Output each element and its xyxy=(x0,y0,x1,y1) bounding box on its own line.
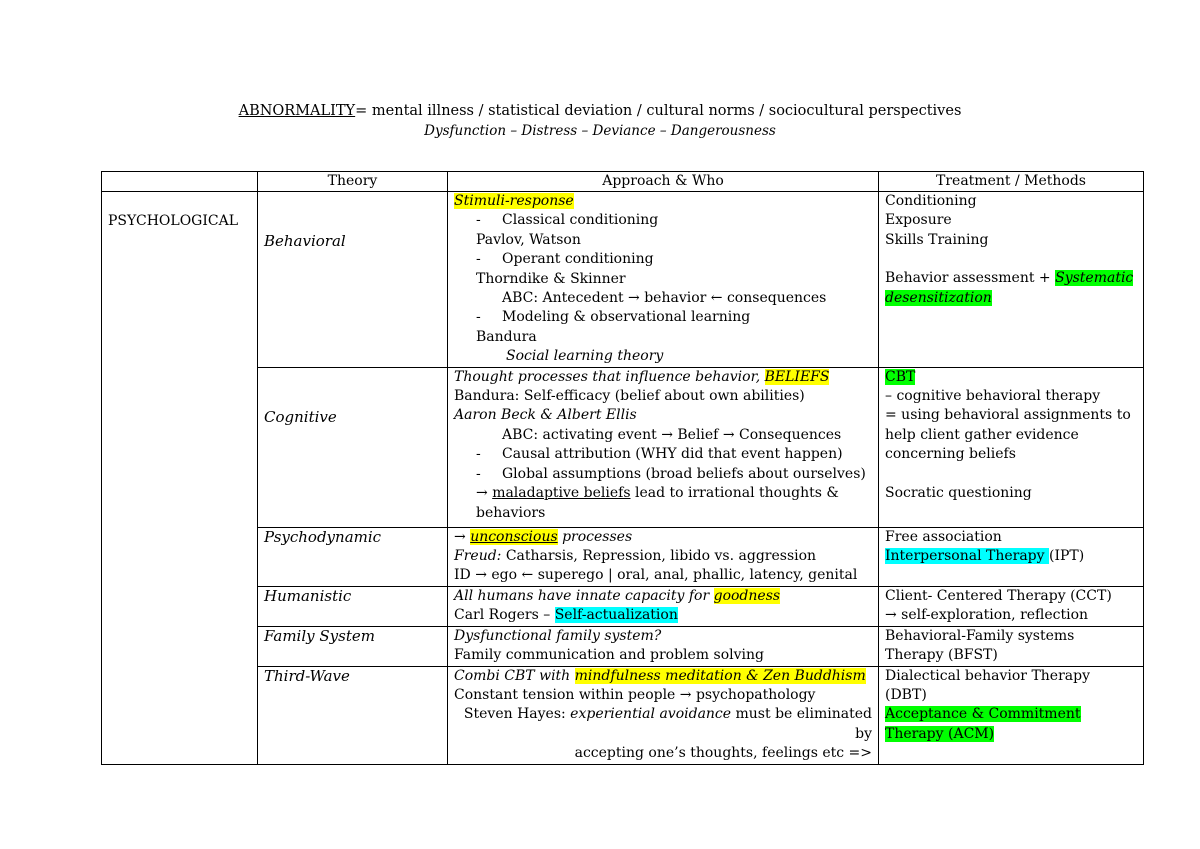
col-header-category xyxy=(102,172,258,192)
treatment-line: Client- Centered Therapy (CCT) xyxy=(885,587,1112,604)
approach-psychodynamic xyxy=(448,527,879,586)
theory-label: Humanistic xyxy=(264,586,352,605)
approach-family-system xyxy=(448,626,879,666)
row-cognitive xyxy=(102,367,1144,527)
treatment-family-system xyxy=(879,626,1144,666)
row-behavioral xyxy=(102,192,1144,368)
theory-label: Cognitive xyxy=(264,407,337,426)
row-family-system xyxy=(102,626,1144,666)
theory-cognitive xyxy=(258,367,448,527)
approach-line: Thought processes that influence behavior, BELIEFS xyxy=(454,368,830,385)
approach-line: accepting one’s thoughts, feelings etc => xyxy=(574,745,872,762)
approach-line: ID → ego ← superego | oral, anal, phallic, latency, genital xyxy=(454,567,858,584)
approach-line: Carl Rogers – Self-actualization xyxy=(454,607,678,624)
row-humanistic xyxy=(102,586,1144,626)
theory-behavioral xyxy=(258,192,448,368)
treatment-humanistic xyxy=(879,586,1144,626)
approach-line: Combi CBT with mindfulness meditation & Zen Buddhism xyxy=(454,667,866,684)
approach-behavioral xyxy=(448,192,879,368)
treatment-cognitive xyxy=(879,367,1144,527)
approach-line: → unconscious processes xyxy=(454,528,633,545)
approach-line: Stimuli-response xyxy=(454,193,574,209)
theory-psychodynamic xyxy=(258,527,448,586)
treatment-line: (DBT) xyxy=(885,686,927,703)
approach-line: ABC: activating event → Belief → Consequences xyxy=(502,426,842,443)
approach-line: - Causal attribution (WHY did that event happen) xyxy=(476,446,843,463)
col-header-treatment: Treatment / Methods xyxy=(879,172,1144,192)
approach-line: Bandura xyxy=(476,328,537,345)
approach-third-wave xyxy=(448,666,879,764)
header-row xyxy=(102,172,1144,192)
row-third-wave xyxy=(102,666,1144,764)
treatment-line: = using behavioral assignments to xyxy=(885,407,1131,424)
approach-line: Steven Hayes: experiential avoidance must be eliminated by xyxy=(463,706,872,742)
treatment-line: Exposure xyxy=(885,212,952,229)
document-subtitle: Dysfunction – Distress – Deviance – Dangerousness xyxy=(424,123,776,139)
approach-cognitive xyxy=(448,367,879,527)
approach-line: Bandura: Self-efficacy (belief about own abilities) xyxy=(454,388,805,405)
approach-line: Pavlov, Watson xyxy=(476,231,581,248)
approach-line: Social learning theory xyxy=(506,348,664,365)
treatment-line: CBT xyxy=(885,368,916,385)
title-rest: = mental illness / statistical deviation / cultural norms / sociocultural perspectives xyxy=(355,103,962,119)
approach-line: - Operant conditioning xyxy=(476,251,654,268)
approach-line: ABC: Antecedent → behavior ← consequences xyxy=(502,290,827,307)
approach-line: behaviors xyxy=(476,504,546,521)
category-label: PSYCHOLOGICAL xyxy=(108,213,239,229)
theory-label: Third-Wave xyxy=(264,666,350,685)
treatment-behavioral xyxy=(879,192,1144,368)
treatment-line: Skills Training xyxy=(885,231,989,248)
theory-label: Family System xyxy=(264,626,375,645)
treatment-line: Therapy (ACM) xyxy=(885,725,995,742)
treatment-line: Behavioral-Family systems xyxy=(885,627,1075,644)
treatment-psychodynamic xyxy=(879,527,1144,586)
theory-label: Psychodynamic xyxy=(264,527,382,546)
col-header-approach: Approach & Who xyxy=(448,172,879,192)
theory-family-system xyxy=(258,626,448,666)
treatment-line: concerning beliefs xyxy=(885,446,1016,463)
treatment-line: Dialectical behavior Therapy xyxy=(885,667,1090,684)
row-psychodynamic xyxy=(102,527,1144,586)
col-header-theory: Theory xyxy=(258,172,448,192)
treatment-line: Conditioning xyxy=(885,193,977,209)
theory-third-wave xyxy=(258,666,448,764)
approach-line: Constant tension within people → psychopathology xyxy=(454,686,816,703)
approach-line: - Global assumptions (broad beliefs about ourselves) xyxy=(476,465,866,482)
treatment-line: – cognitive behavioral therapy xyxy=(885,388,1101,405)
approach-line: - Classical conditioning xyxy=(476,212,659,229)
treatment-line: Behavior assessment + Systematic xyxy=(885,270,1134,287)
document-title xyxy=(0,103,1200,119)
approach-line: Family communication and problem solving xyxy=(454,647,764,664)
treatment-line: Free association xyxy=(885,528,1002,545)
treatment-line: → self-exploration, reflection xyxy=(885,607,1089,624)
treatment-line: Acceptance & Commitment xyxy=(885,706,1081,723)
approach-line: - Modeling & observational learning xyxy=(476,309,751,326)
treatment-line: Socratic questioning xyxy=(885,484,1032,501)
treatment-line: Therapy (BFST) xyxy=(885,647,998,664)
treatment-line: desensitization xyxy=(885,289,992,306)
approach-line: Thorndike & Skinner xyxy=(476,270,626,287)
treatment-line: Interpersonal Therapy (IPT) xyxy=(885,548,1085,565)
approach-line: Freud: Catharsis, Repression, libido vs. aggression xyxy=(454,548,817,565)
theory-humanistic xyxy=(258,586,448,626)
approach-humanistic xyxy=(448,586,879,626)
category-cell xyxy=(102,192,258,765)
abnormality-table xyxy=(101,171,1144,765)
treatment-third-wave xyxy=(879,666,1144,764)
approach-line: Aaron Beck & Albert Ellis xyxy=(454,407,637,424)
theory-label: Behavioral xyxy=(264,232,346,250)
approach-line: All humans have innate capacity for goodness xyxy=(454,587,781,604)
title-underlined: ABNORMALITY xyxy=(238,103,356,119)
approach-line: Dysfunctional family system? xyxy=(454,627,662,644)
approach-line: → maladaptive beliefs lead to irrational thoughts & xyxy=(476,485,839,502)
treatment-line: help client gather evidence xyxy=(885,426,1079,443)
